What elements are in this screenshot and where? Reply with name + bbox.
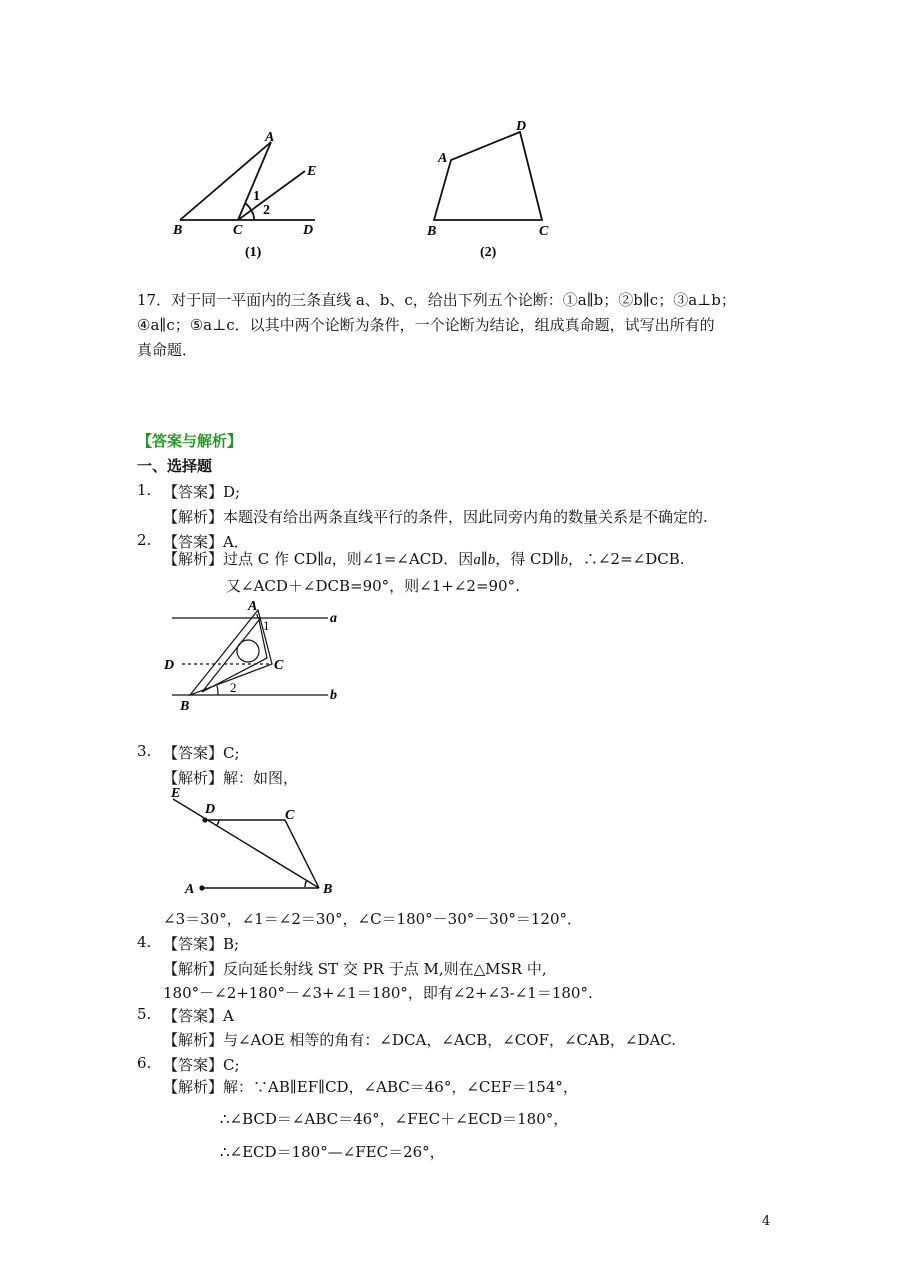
fig4-label-D: D: [205, 802, 216, 817]
a2-var-a: a: [324, 552, 332, 568]
a6-number: 6.: [137, 1054, 152, 1072]
a4-explanation: 【解析】反向延长射线 ST 交 PR 于点 M,则在△MSR 中,: [163, 960, 547, 978]
fig1-label-1: 1: [253, 189, 260, 204]
fig3-label-B: B: [180, 699, 190, 714]
a3-explanation: 【解析】解：如图，: [163, 769, 299, 787]
figure-2: [425, 118, 575, 272]
q17-line2: ④a∥c；⑤a⊥c．以其中两个论断为条件，一个论断为结论，组成真命题，试写出所有的: [137, 316, 715, 334]
fig1-label-D: D: [303, 223, 314, 238]
a2-answer: 【答案】A．: [163, 533, 249, 551]
answers-header: 【答案与解析】: [137, 432, 243, 450]
fig3-label-D: D: [164, 658, 175, 673]
fig2-caption: (2): [480, 245, 497, 260]
a2-exp-d: ，∴∠2=∠DCB.: [567, 550, 685, 568]
figure-1: [165, 128, 335, 272]
a5-answer: 【答案】A: [163, 1007, 234, 1025]
a2-exp-c: ，得 CD∥: [495, 550, 561, 568]
a1-answer: 【答案】D;: [163, 483, 241, 501]
a4-answer: 【答案】B;: [163, 935, 240, 953]
fig3-label-2: 2: [230, 680, 237, 695]
figure-1-svg: [165, 128, 335, 268]
a2-parallel: ∥: [480, 550, 488, 568]
fig2-label-B: B: [427, 224, 437, 239]
a6-explanation: 【解析】解：∵AB∥EF∥CD，∠ABC＝46°，∠CEF＝154°，: [163, 1078, 578, 1096]
fig4-label-E: E: [171, 786, 181, 801]
a2-var-b2: b: [560, 552, 568, 568]
section-choice: 一、选择题: [137, 457, 213, 475]
a3-calculation: ∠3＝30°，∠1＝∠2＝30°，∠C＝180°－30°－30°＝120°．: [163, 910, 582, 928]
a4-calculation: 180°－∠2+180°－∠3+∠1＝180°，即有∠2+∠3-∠1＝180°.: [163, 984, 593, 1002]
a2-number: 2.: [137, 531, 152, 549]
a6-line2: ∴∠BCD＝∠ABC＝46°，∠FEC＋∠ECD＝180°，: [220, 1110, 569, 1128]
q17-line1: 17．对于同一平面内的三条直线 a、b、c，给出下列五个论断：①a∥b；②b∥c；③a⊥b；: [137, 291, 736, 309]
a6-answer: 【答案】C;: [163, 1056, 240, 1074]
fig4-label-A: A: [185, 882, 195, 897]
a3-answer: 【答案】C;: [163, 744, 240, 762]
a1-explanation: 【解析】本题没有给出两条直线平行的条件，因此同旁内角的数量关系是不确定的.: [163, 508, 708, 526]
figure-3-svg: [160, 598, 360, 718]
fig4-label-C: C: [285, 808, 295, 823]
a6-line3: ∴∠ECD＝180°—∠FEC＝26°，: [220, 1143, 445, 1161]
fig3-label-b: b: [330, 688, 337, 703]
fig2-label-D: D: [516, 119, 527, 134]
fig1-caption: (1): [245, 245, 262, 260]
page-number: 4: [762, 1214, 771, 1229]
a2-explanation: [163, 548, 685, 569]
a2-exp-b: ，则∠1=∠ACD．因: [331, 550, 474, 568]
q17-line3: 真命题．: [137, 341, 198, 359]
a1-number: 1.: [137, 481, 152, 499]
fig1-label-B: B: [173, 223, 183, 238]
figure-4: [165, 785, 355, 904]
figure-2-svg: [425, 118, 575, 268]
fig3-label-1: 1: [263, 618, 270, 633]
figure-3: [160, 598, 360, 722]
fig3-label-A: A: [248, 599, 258, 614]
a2-exp-a: 【解析】过点 C 作 CD∥: [163, 550, 325, 568]
a2-explanation-2: 又∠ACD＋∠DCB=90°，则∠1+∠2=90°.: [226, 577, 520, 595]
a5-explanation: 【解析】与∠AOE 相等的角有：∠DCA，∠ACB，∠COF，∠CAB，∠DAC.: [163, 1031, 677, 1049]
a5-number: 5.: [137, 1005, 152, 1023]
a4-number: 4.: [137, 933, 152, 951]
a2-var-a2: a: [473, 552, 481, 568]
fig3-label-a: a: [330, 611, 337, 626]
fig3-label-C: C: [274, 658, 284, 673]
figure-4-svg: [165, 785, 355, 900]
fig2-label-C: C: [539, 224, 549, 239]
fig1-label-C: C: [233, 223, 243, 238]
fig1-label-E: E: [307, 164, 317, 179]
fig1-label-2: 2: [263, 203, 270, 218]
a2-var-b: b: [487, 552, 496, 568]
a3-number: 3.: [137, 742, 152, 760]
fig1-label-A: A: [265, 130, 275, 145]
fig4-label-B: B: [323, 882, 333, 897]
fig2-label-A: A: [438, 151, 448, 166]
